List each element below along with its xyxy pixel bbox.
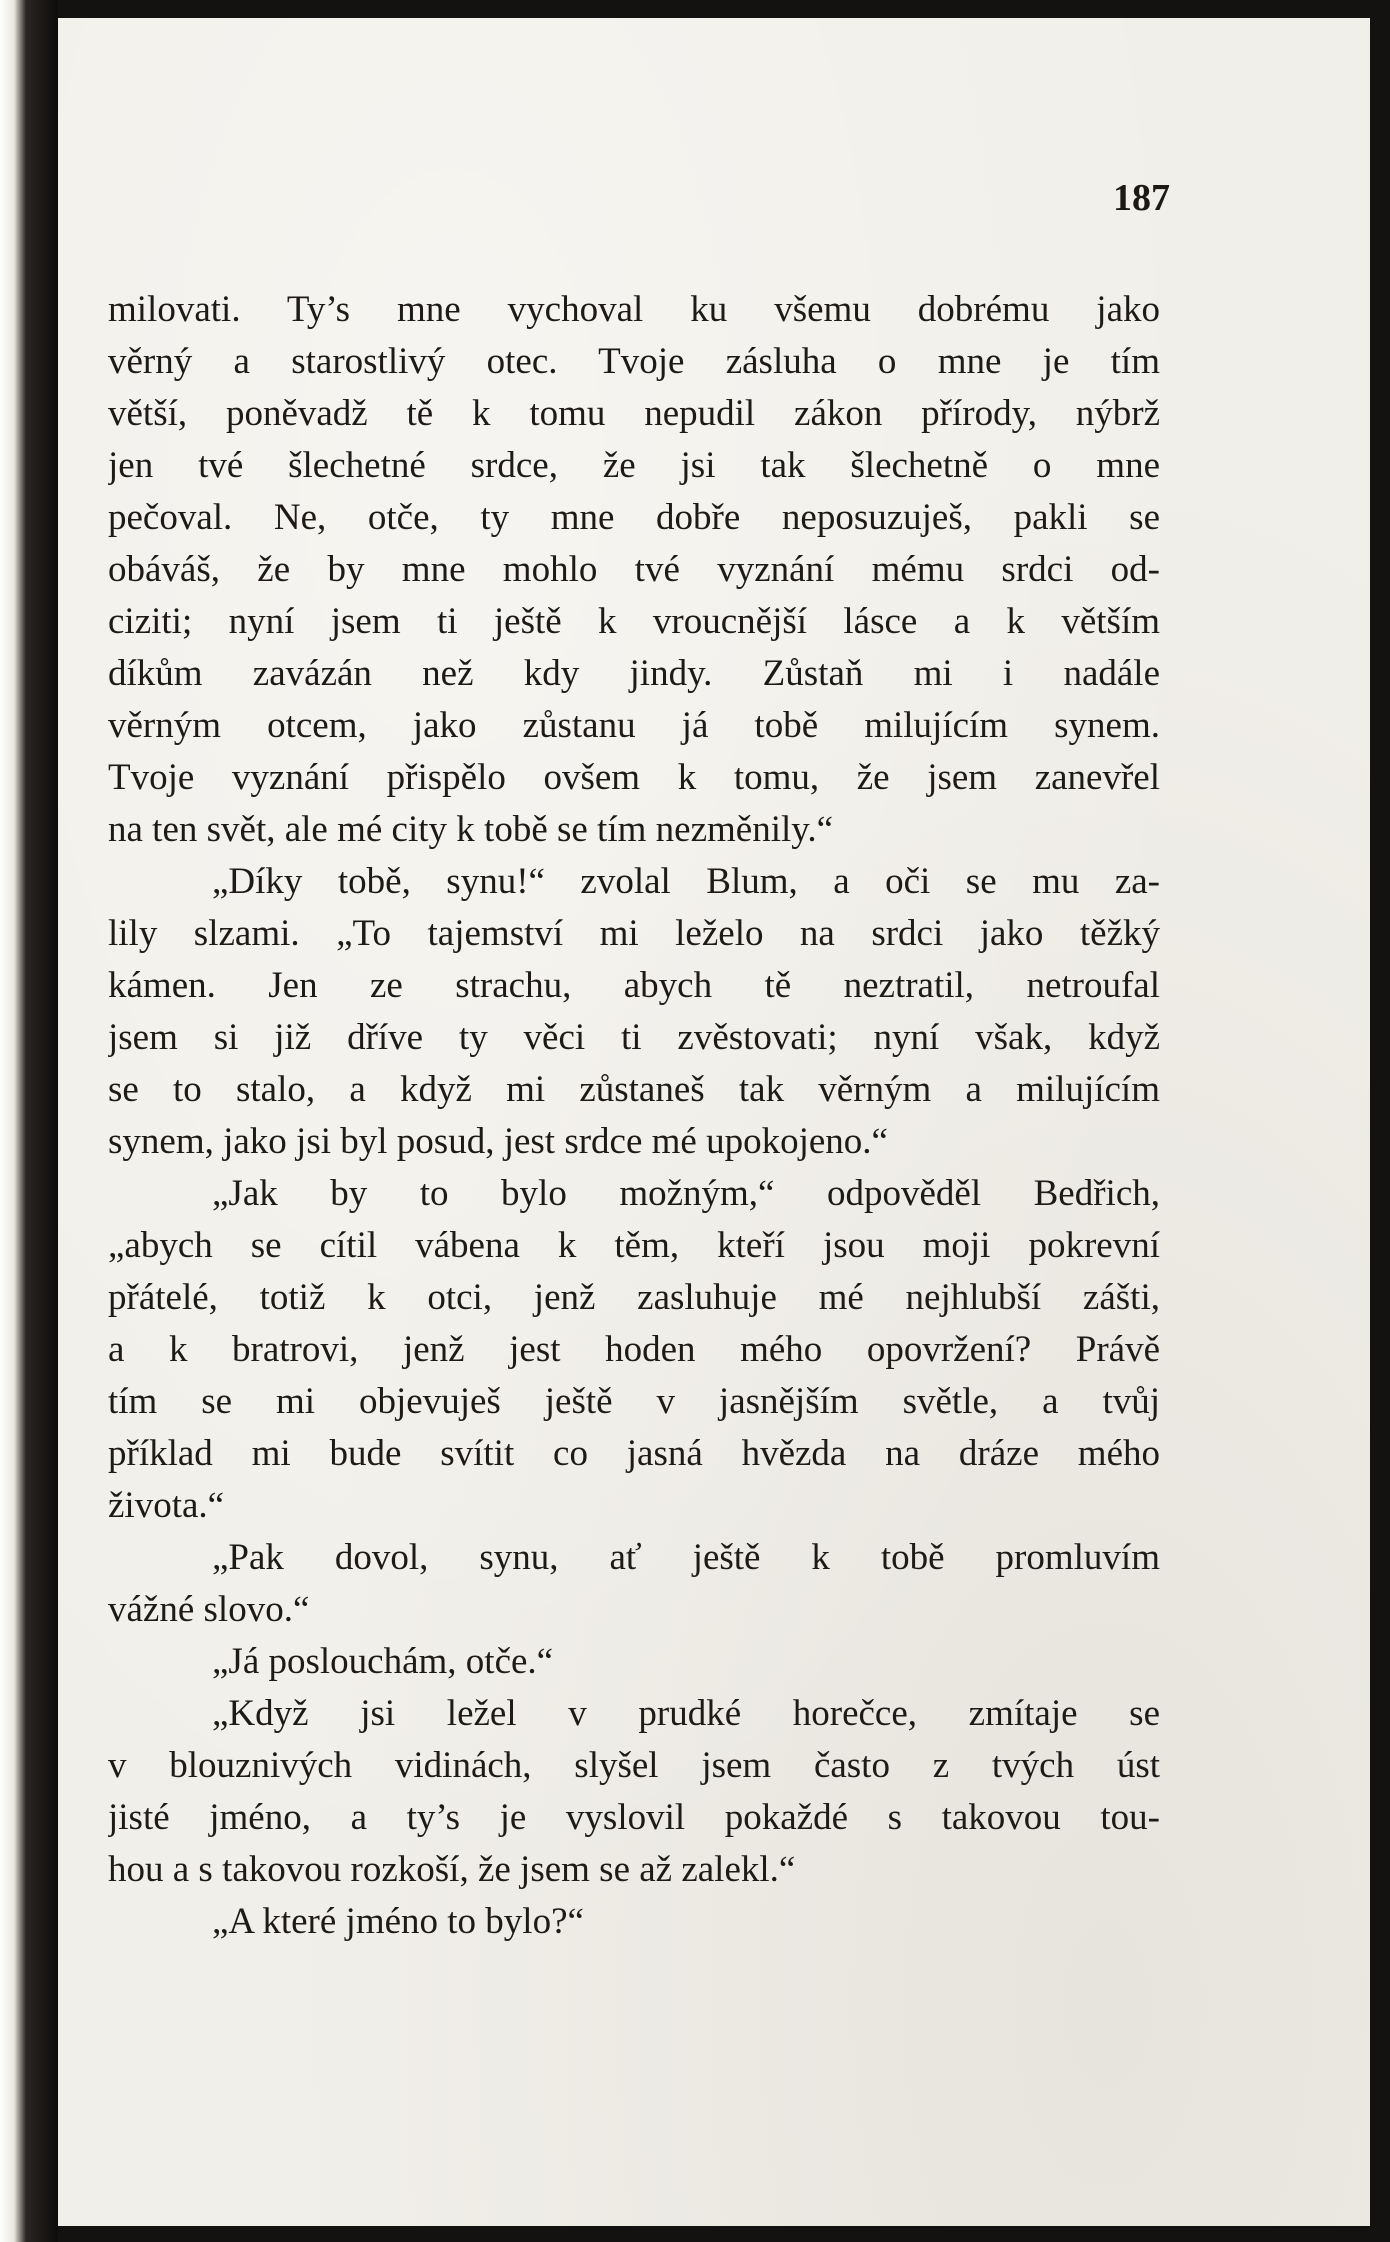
text-line: „Když jsi ležel v prudké horečce, zmítaje se [212,1693,1160,1734]
body-text [108,284,1160,1948]
text-line: příklad mi bude svítit co jasná hvězda na dráze mého [108,1433,1160,1474]
text-line: kámen. Jen ze strachu, abych tě neztratil, netroufal [108,965,1160,1006]
text-line: „Já poslouchám, otče.“ [212,1641,554,1682]
text-line: lily slzami. „To tajemství mi leželo na srdci jako těžký [108,913,1160,954]
text-line: věrným otcem, jako zůstanu já tobě milujícím synem. [108,705,1160,746]
text-line: „Pak dovol, synu, ať ještě k tobě promluvím [212,1537,1160,1578]
text-line: věrný a starostlivý otec. Tvoje zásluha o mne je tím [108,341,1160,382]
text-line: přátelé, totiž k otci, jenž zasluhuje mé nejhlubší zášti, [108,1277,1160,1318]
text-line: „Jak by to bylo možným,“ odpověděl Bedřich, [212,1173,1160,1214]
text-line: pečoval. Ne, otče, ty mne dobře neposuzuješ, pakli se [108,497,1160,538]
page-number: 187 [1113,177,1170,219]
text-line: tím se mi objevuješ ještě v jasnějším světle, a tvůj [108,1381,1160,1422]
text-line: jen tvé šlechetné srdce, že jsi tak šlechetně o mne [108,445,1160,486]
text-line: a k bratrovi, jenž jest hoden mého opovržení? Právě [108,1329,1160,1370]
text-line: v blouznivých vidinách, slyšel jsem často z tvých úst [108,1745,1160,1786]
text-line: větší, poněvadž tě k tomu nepudil zákon přírody, nýbrž [108,393,1160,434]
text-line: milovati. Ty’s mne vychoval ku všemu dobrému jako [108,289,1160,330]
text-line: vážné slovo.“ [108,1589,310,1630]
text-line: života.“ [108,1485,225,1526]
text-line: na ten svět, ale mé city k tobě se tím nezměnily.“ [108,809,834,850]
text-line: hou a s takovou rozkoší, že jsem se až zalekl.“ [108,1849,796,1890]
book-spine-shadow [0,0,58,2242]
text-line: obáváš, že by mne mohlo tvé vyznání mému srdci od- [108,549,1160,590]
text-line: se to stalo, a když mi zůstaneš tak věrným a milujícím [108,1069,1160,1110]
text-line: díkům zavázán než kdy jindy. Zůstaň mi i nadále [108,653,1160,694]
text-line: jsem si již dříve ty věci ti zvěstovati; nyní však, když [108,1017,1160,1058]
text-line: „A které jméno to bylo?“ [212,1901,584,1942]
text-line: synem, jako jsi byl posud, jest srdce mé upokojeno.“ [108,1121,888,1162]
text-line: Tvoje vyznání přispělo ovšem k tomu, že jsem zanevřel [108,757,1160,798]
text-line: „Díky tobě, synu!“ zvolal Blum, a oči se mu za- [212,861,1160,902]
text-line: jisté jméno, a ty’s je vyslovil pokaždé s takovou tou- [108,1797,1160,1838]
text-line: „abych se cítil vábena k těm, kteří jsou moji pokrevní [108,1225,1160,1266]
text-line: ciziti; nyní jsem ti ještě k vroucnější lásce a k větším [108,601,1160,642]
